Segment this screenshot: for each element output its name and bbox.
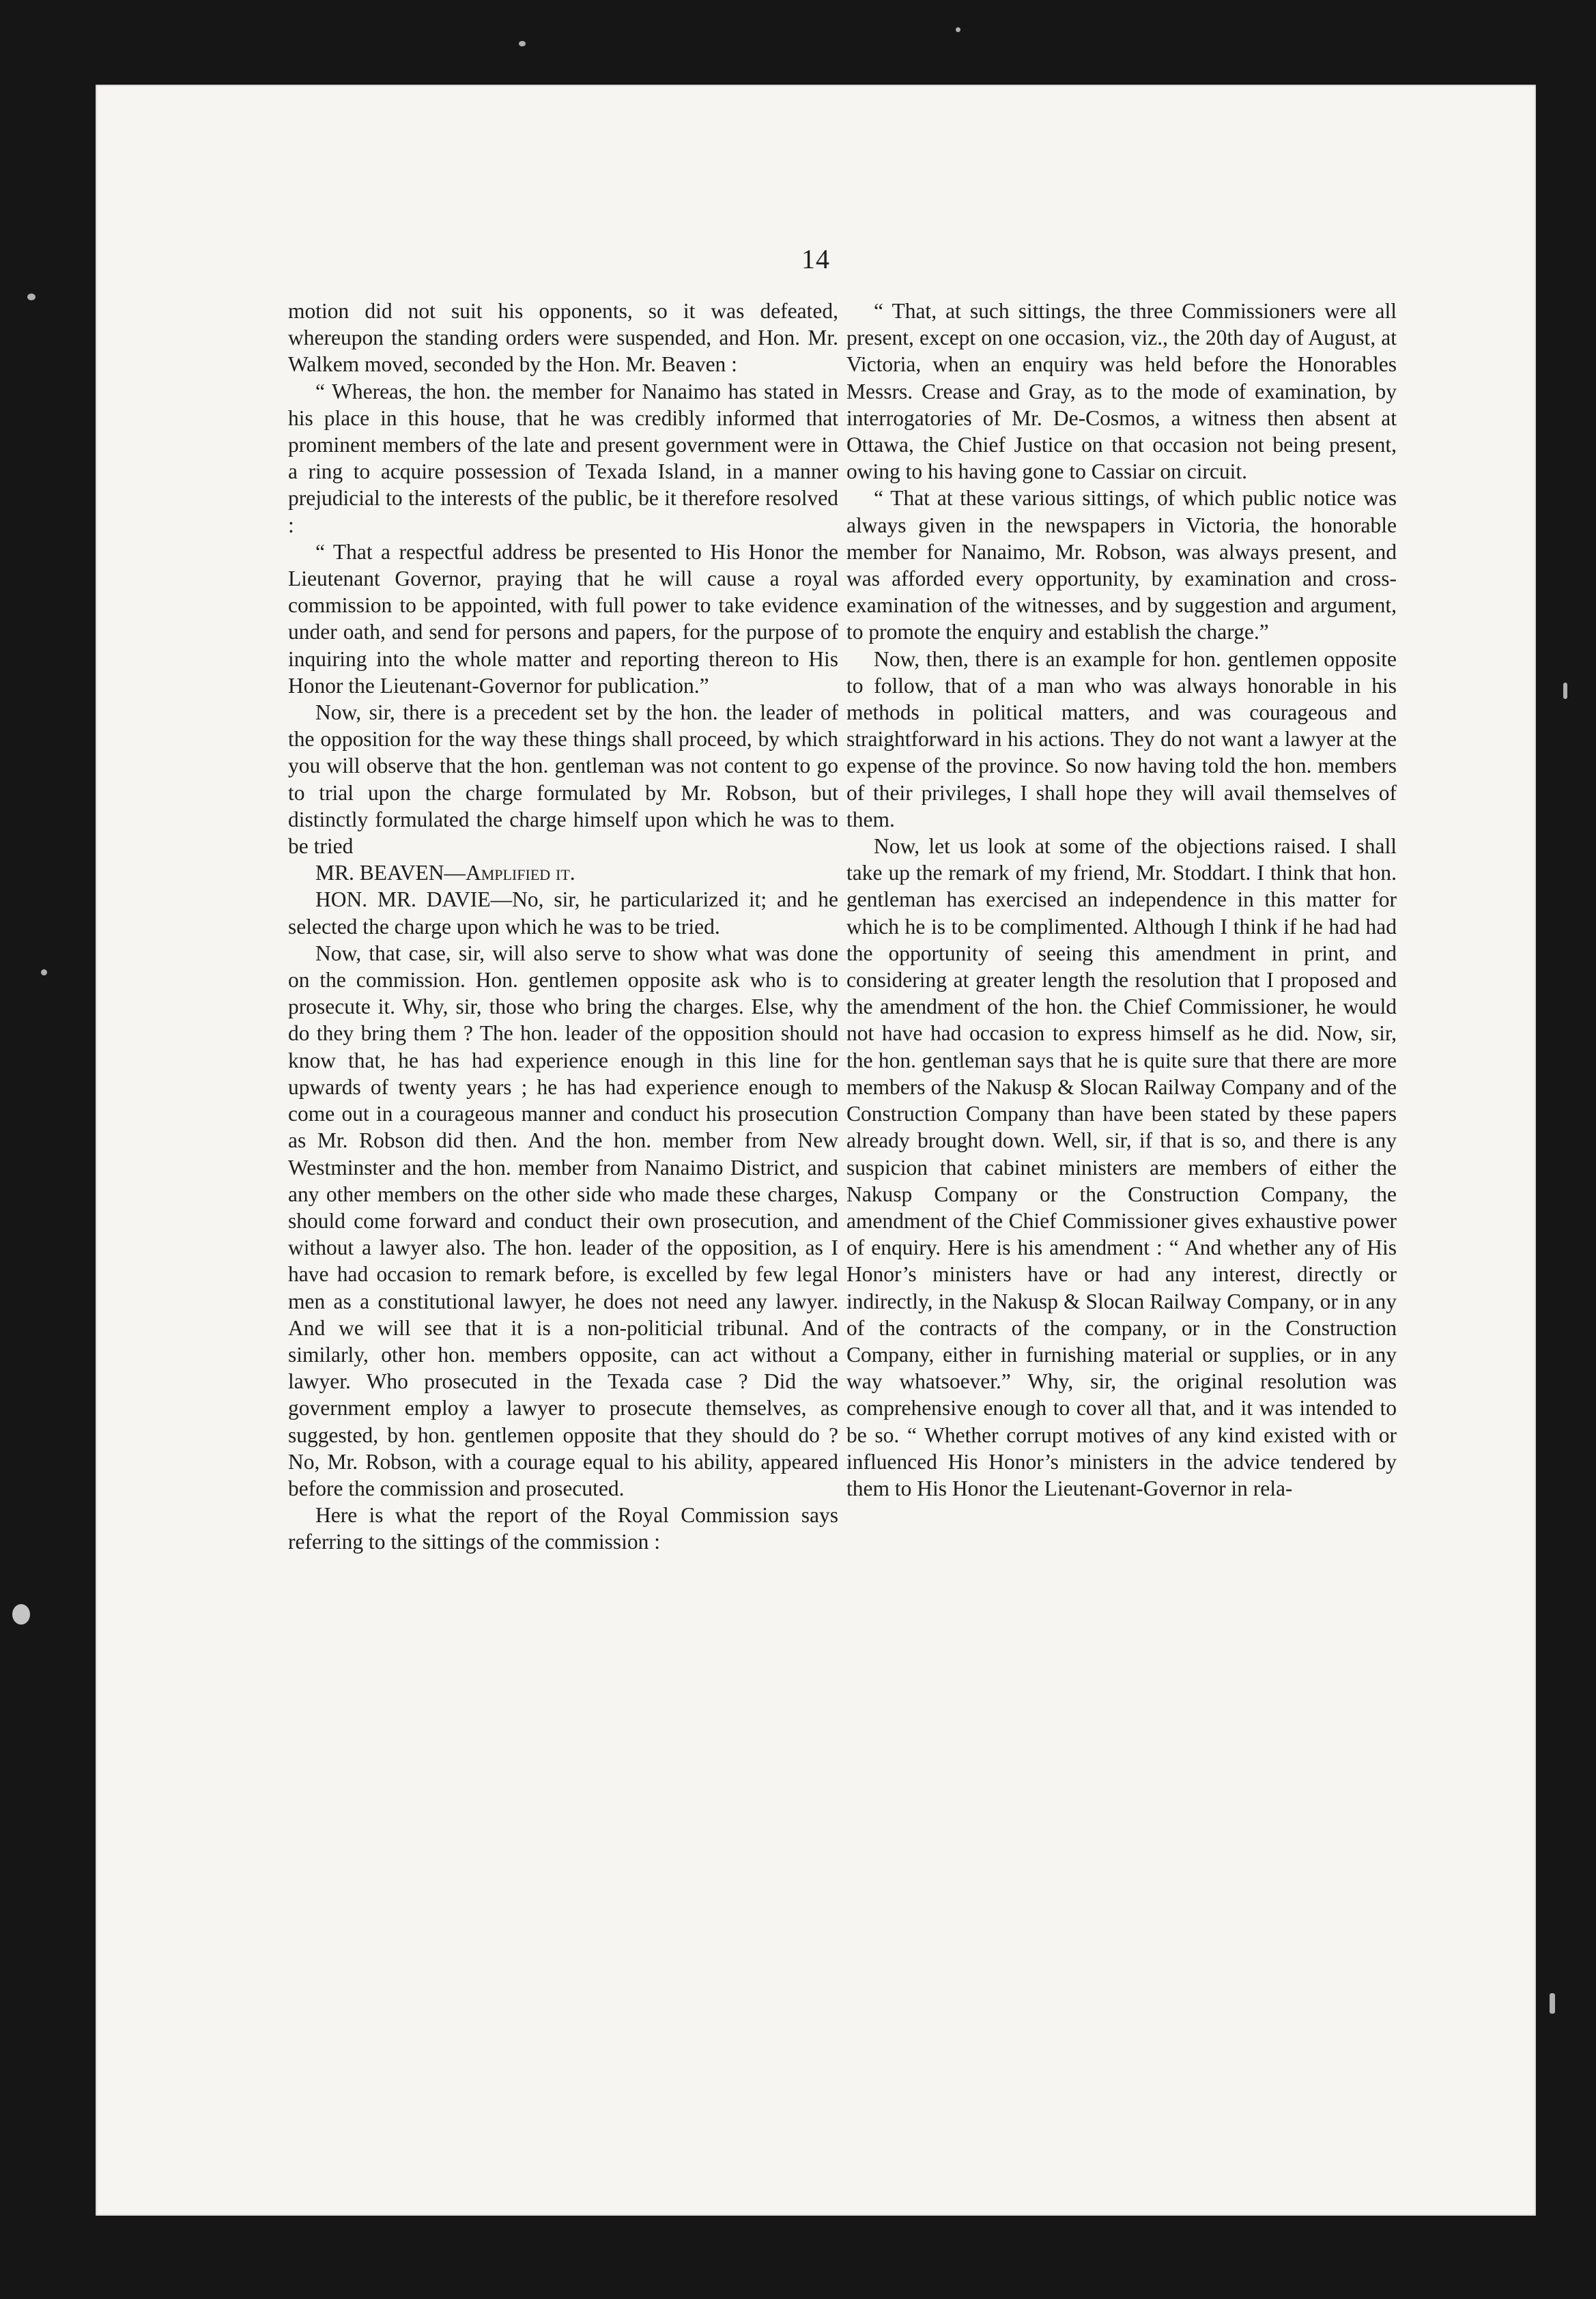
paragraph: Here is what the report of the Royal Commission says referring to the sittings of the commission : xyxy=(288,1503,838,1554)
speaker-paragraph: MR. BEAVEN—Amplified it. xyxy=(315,861,575,885)
scan-speck xyxy=(519,41,526,46)
scan-speck xyxy=(41,969,47,975)
paragraph: Now, that case, sir, will also serve to show what was done on the commission. Hon. gentlemen opposite ask who is to prosecute it. Why, sir, those who bring the charges. Else, why do they bring them ? The hon. leader of the opposition should know that, he has had experience enough in this line for upwards of twenty years ; he has had experience enough to come out in a courageous manner and conduct his prosecution as Mr. Robson did then. And the hon. member from New Westminster and the hon. member from Nanaimo District, and any other members on the other side who made these charges, should come forward and conduct their own prosecution, and without a lawyer also. The hon. leader of the opposition, as I have had occasion to remark before, is excelled by few legal men as a constitutional lawyer, he does not need any lawyer. And we will see that it is a non-politicial tribunal. And similarly, other hon. members opposite, can act without a lawyer. Who prosecuted in the Texada case ? Did the government employ a lawyer to prosecute themselves, as suggested, by hon. gentlemen opposite that they should do ? No, Mr. Robson, with a courage equal to his ability, appeared before the commission and prosecuted. xyxy=(288,941,838,1500)
speaker-paragraph: HON. MR. DAVIE—No, sir, he particularized it; and he selected the charge upon which he was to be tried. xyxy=(288,887,838,939)
scan-speck xyxy=(12,1604,30,1625)
paragraph: “ That, at such sittings, the three Commissioners were all present, except on one occasion, viz., the 20th day of August, at Victoria, when an enquiry was held before the Honorables Messrs. Crease and Gray, as to the mode of examination, by interrogatories of Mr. De-Cosmos, a witness then absent at Ottawa, the Chief Justice on that occasion not being present, owing to his having gone to Cassiar on circuit. xyxy=(846,299,1397,484)
paragraph: Now, then, there is an example for hon. gentlemen opposite to follow, that of a man who was always honorable in his methods in political matters, and was courageous and straightforward in his actions. They do not want a lawyer at the expense of the province. So now having told the hon. members of their privileges, I shall hope they will avail themselves of them. xyxy=(846,646,1397,831)
paragraph: Now, sir, there is a precedent set by the hon. the leader of the opposition for the way these things shall proceed, by which you will observe that the hon. gentleman was not content to go to trial upon the charge formulated by Mr. Robson, but distinctly formulated the charge himself upon which he was to be tried xyxy=(288,700,838,859)
paragraph: motion did not suit his opponents, so it was defeated, whereupon the standing orders were suspended, and Hon. Mr. Walkem moved, seconded by the Hon. Mr. Beaven : xyxy=(288,299,838,377)
scan-speck xyxy=(956,27,960,32)
paragraph: “ That a respectful address be presented to His Honor the Lieutenant Governor, praying that he will cause a royal commission to be appointed, with full power to take evidence under oath, and send for persons and papers, for the purpose of inquiring into the whole matter and reporting thereon to His Honor the Lieutenant-Governor for publication.” xyxy=(288,539,838,698)
paragraph: Now, let us look at some of the objections raised. I shall take up the remark of my friend, Mr. Stoddart. I think that hon. gentleman has exercised an independence in this matter for which he is to be complimented. Although I think if he had had the opportunity of seeing this amendment in print, and considering at greater length the resolution that I proposed and the amendment of the hon. the Chief Commissioner, he would not have had occasion to express himself as he did. Now, sir, the hon. gentleman says that he is quite sure that there are more members of the Nakusp & Slocan Railway Company and of the Construction Company than have been stated by these papers already brought down. Well, sir, if that is so, and there is any suspicion that cabinet ministers are members of either the Nakusp Company or the Construction Company, the amendment of the Chief Commissioner gives exhaustive power of enquiry. Here is his amendment : “ And whether any of His Honor’s ministers have or had any interest, directly or indirectly, in the Nakusp & Slocan Railway Company, or in any of the contracts of the company, or in the Construction Company, either in furnishing material or supplies, or in any way whatsoever.” Why, sir, the original resolution was comprehensive enough to cover all that, and it was intended to be so. “ Whether corrupt motives of any kind existed with or influenced His Honor’s ministers in the advice tendered by them to His Honor the Lieutenant-Governor in rela- xyxy=(846,834,1397,1500)
paragraph: “ That at these various sittings, of which public notice was always given in the newspapers in Victoria, the honorable member for Nanaimo, Mr. Robson, was always present, and was afforded every opportunity, by examination and cross-examination of the witnesses, and by suggestion and argument, to promote the enquiry and establish the charge.” xyxy=(846,486,1397,644)
page-number: 14 xyxy=(801,244,830,274)
scan-speck xyxy=(1550,1993,1555,2014)
paragraph: “ Whereas, the hon. the member for Nanaimo has stated in his place in this house, that he was credibly informed that prominent members of the late and present government were in a ring to acquire possession of Texada Island, in a manner prejudicial to the interests of the public, be it therefore resolved : xyxy=(288,379,838,537)
left-column xyxy=(288,298,838,1556)
scan-speck xyxy=(27,294,35,300)
scan-speck xyxy=(1563,683,1567,699)
document-page xyxy=(96,85,1536,2216)
right-column xyxy=(846,298,1397,1502)
